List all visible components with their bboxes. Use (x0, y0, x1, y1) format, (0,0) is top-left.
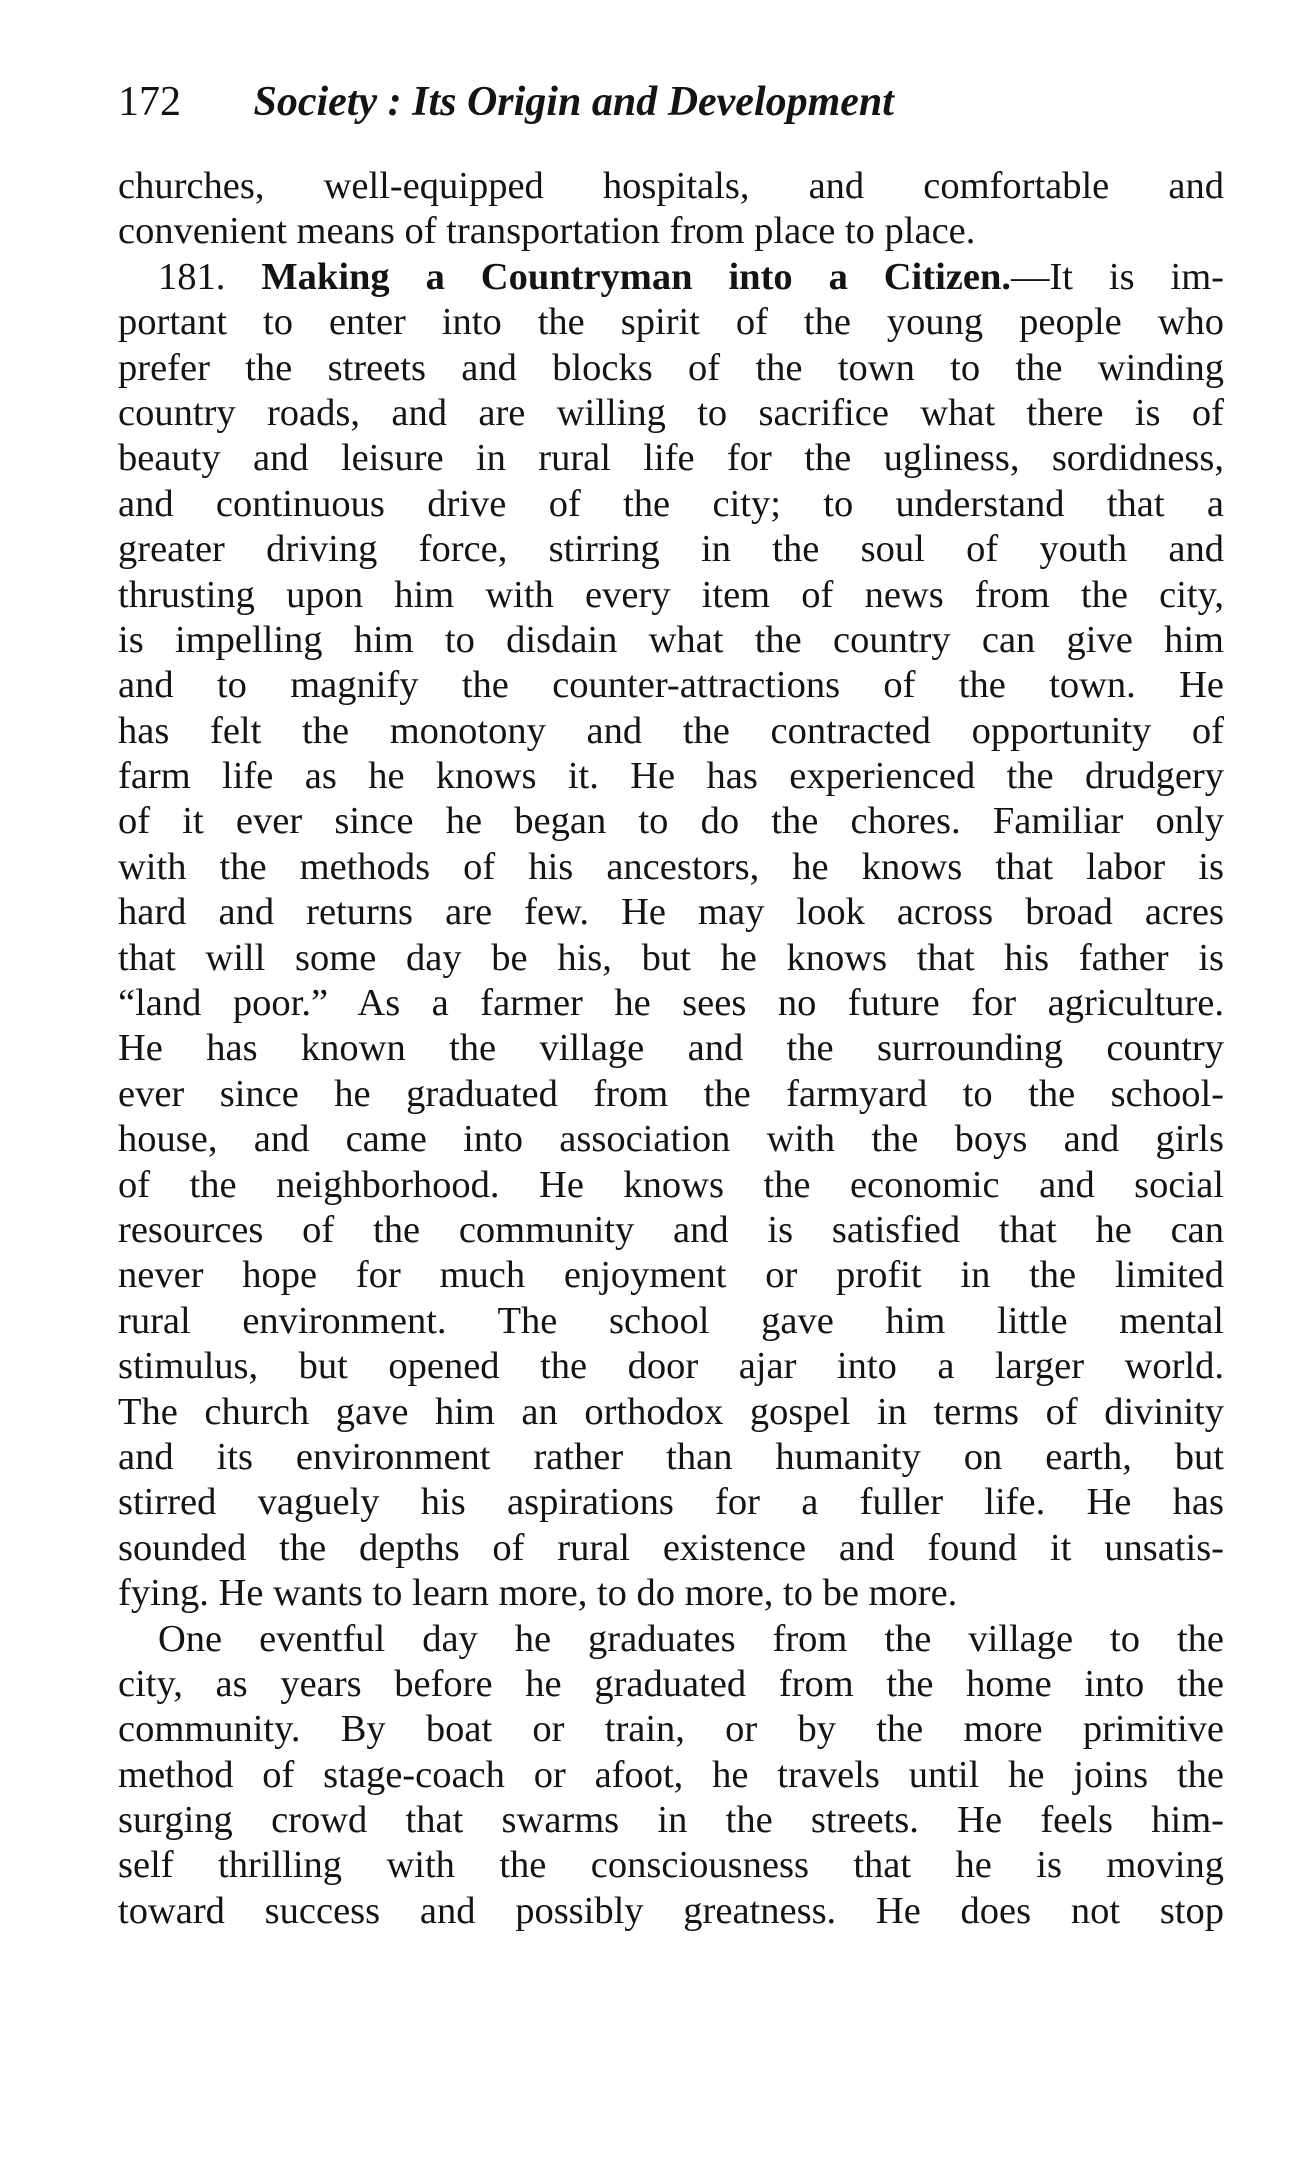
text-line: city, as years before he graduated from the home into the (118, 1662, 1224, 1705)
text-line: The church gave him an orthodox gospel in terms of divinity (118, 1390, 1224, 1433)
body-text (118, 164, 1224, 1934)
page-header (118, 72, 1228, 132)
page-number: 172 (118, 79, 181, 125)
text-line: hard and returns are few. He may look across broad acres (118, 891, 1224, 934)
text-line: toward success and possibly greatness. He does not stop (118, 1889, 1224, 1932)
text-line: farm life as he knows it. He has experienced the drudgery (118, 755, 1224, 798)
text-line: He has known the village and the surrounding country (118, 1027, 1224, 1070)
text-line: greater driving force, stirring in the soul of youth and (118, 528, 1224, 571)
section-heading-rest: —It is im- (1010, 255, 1224, 298)
text-line: prefer the streets and blocks of the town to the winding (118, 346, 1224, 389)
text-line: self thrilling with the consciousness that he is moving (118, 1844, 1224, 1887)
text-line: beauty and leisure in rural life for the ugliness, sordidness, (118, 437, 1224, 480)
section-181 (118, 255, 1224, 1617)
paragraph-continuation (118, 164, 1224, 255)
text-line: community. By boat or train, or by the more primitive (118, 1708, 1224, 1751)
text-line: and to magnify the counter-attractions of the town. He (118, 664, 1224, 707)
text-line: of the neighborhood. He knows the economic and social (118, 1163, 1224, 1206)
text-line: and its environment rather than humanity on earth, but (118, 1435, 1224, 1478)
text-line: One eventful day he graduates from the village to the (158, 1617, 1224, 1660)
text-line: fying. He wants to learn more, to do more, to be more. (118, 1572, 958, 1615)
section-number: 181. (158, 255, 226, 298)
text-line: portant to enter into the spirit of the young people who (118, 301, 1224, 344)
running-title: Society : Its Origin and Development (253, 79, 894, 125)
section-heading: Making a Countryman into a Citizen. (261, 255, 1011, 298)
text-line: is impelling him to disdain what the country can give him (118, 618, 1224, 661)
text-line: country roads, and are willing to sacrifice what there is of (118, 391, 1224, 434)
text-line: never hope for much enjoyment or profit in the limited (118, 1254, 1224, 1297)
text-line: surging crowd that swarms in the streets. He feels him- (118, 1799, 1224, 1842)
text-line: of it ever since he began to do the chores. Familiar only (118, 800, 1224, 843)
text-line: stirred vaguely his aspirations for a fuller life. He has (118, 1481, 1224, 1524)
text-line: churches, well-equipped hospitals, and comfortable and (118, 165, 1224, 207)
text-line: with the methods of his ancestors, he knows that labor is (118, 845, 1224, 888)
text-line: “land poor.” As a farmer he sees no future for agriculture. (118, 982, 1224, 1025)
text-line: rural environment. The school gave him little mental (118, 1299, 1224, 1342)
text-line: ever since he graduated from the farmyard to the school- (118, 1072, 1224, 1115)
text-line: thrusting upon him with every item of news from the city, (118, 573, 1224, 616)
text-line: that will some day be his, but he knows that his father is (118, 936, 1224, 979)
section-heading-line (118, 255, 1224, 300)
text-line: stimulus, but opened the door ajar into a larger world. (118, 1345, 1224, 1388)
text-line: house, and came into association with the boys and girls (118, 1118, 1224, 1161)
text-line: convenient means of transportation from place to place. (118, 210, 976, 253)
text-line: and continuous drive of the city; to understand that a (118, 482, 1224, 525)
text-line: has felt the monotony and the contracted opportunity of (118, 709, 1224, 752)
text-line: resources of the community and is satisfied that he can (118, 1208, 1224, 1251)
paragraph (118, 1617, 1224, 1935)
text-line: method of stage-coach or afoot, he travels until he joins the (118, 1753, 1224, 1796)
text-line: sounded the depths of rural existence and found it unsatis- (118, 1526, 1224, 1569)
